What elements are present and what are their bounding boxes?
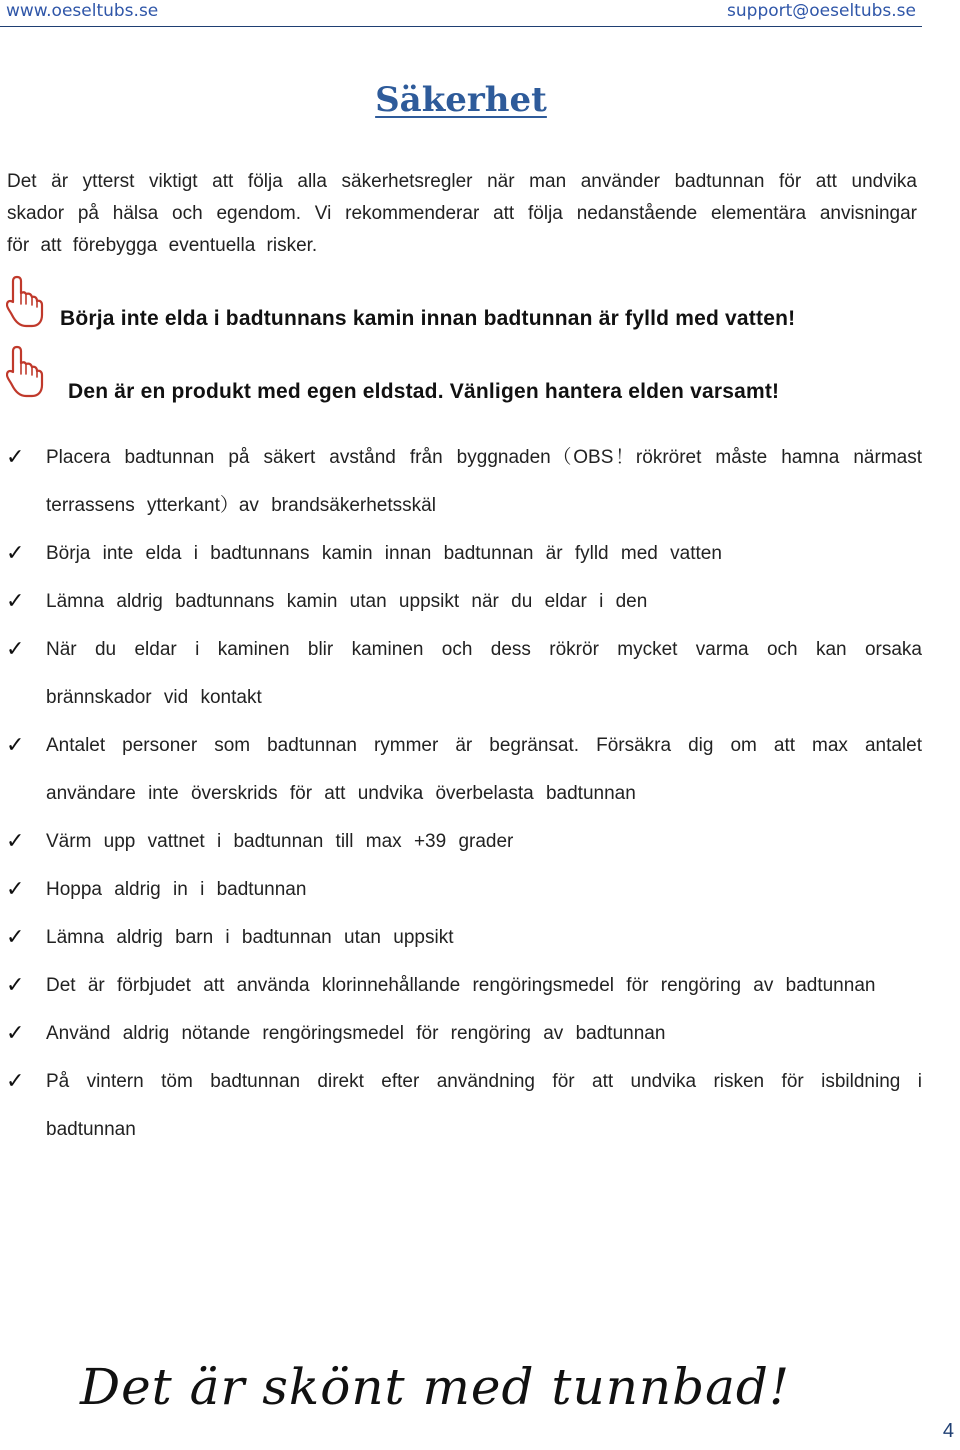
page-header xyxy=(0,0,922,27)
checkmark-icon: ✓ xyxy=(6,445,25,470)
intro-paragraph: Det är ytterst viktigt att följa alla säkerhetsregler när man använder badtunnan för att undvika skador på hälsa och egendom. Vi rekommenderar att följa nedanstående elementära anvisningar för att förebygga eventuella risker. xyxy=(7,171,917,256)
list-item xyxy=(0,914,922,962)
list-item xyxy=(0,434,922,530)
page-title xyxy=(0,80,922,120)
list-item-text: Börja inte elda i badtunnans kamin innan badtunnan är fylld med vatten xyxy=(46,543,722,564)
list-item xyxy=(0,626,922,722)
list-item-text: Antalet personer som badtunnan rymmer är begränsat. Försäkra dig om att max antalet användare inte överskrids för att undvika överbelasta badtunnan xyxy=(46,735,922,804)
list-item-text: När du eldar i kaminen blir kaminen och dess rökrör mycket varma och kan orsaka brännskador vid kontakt xyxy=(46,639,922,708)
list-item-text: På vintern töm badtunnan direkt efter användning för att undvika risken för isbildning i badtunnan xyxy=(46,1071,922,1140)
list-item-text: Lämna aldrig badtunnans kamin utan uppsikt när du eldar i den xyxy=(46,591,648,612)
warning-text: Börja inte elda i badtunnans kamin innan badtunnan är fylld med vatten! xyxy=(60,307,796,330)
list-item xyxy=(0,530,922,578)
list-item-text: Använd aldrig nötande rengöringsmedel för rengöring av badtunnan xyxy=(46,1023,666,1044)
list-item-text: Det är förbjudet att använda klorinnehållande rengöringsmedel för rengöring av badtunnan xyxy=(46,975,876,996)
checkmark-icon: ✓ xyxy=(6,541,25,566)
website-link[interactable]: www.oeseltubs.se xyxy=(6,1,159,21)
page-number: 4 xyxy=(942,1420,954,1442)
checkmark-icon: ✓ xyxy=(6,1069,25,1094)
list-item xyxy=(0,1058,922,1154)
warning-text: Den är en produkt med egen eldstad. Vänligen hantera elden varsamt! xyxy=(68,380,780,403)
checkmark-icon: ✓ xyxy=(6,877,25,902)
checkmark-icon: ✓ xyxy=(6,589,25,614)
checkmark-icon: ✓ xyxy=(6,637,25,662)
slogan: Det är skönt med tunnbad! xyxy=(80,1358,791,1416)
list-item-text: Hoppa aldrig in i badtunnan xyxy=(46,879,307,900)
list-item xyxy=(0,578,922,626)
list-item-text: Placera badtunnan på säkert avstånd från byggnaden（OBS！rökröret måste hamna närmast terrassens ytterkant）av brandsäkerhetsskäl xyxy=(46,447,922,516)
list-item xyxy=(0,722,922,818)
warning-2 xyxy=(6,345,779,404)
list-item xyxy=(0,866,922,914)
page-title-text: Säkerhet xyxy=(375,80,547,120)
list-item xyxy=(0,962,922,1010)
pointing-hand-icon xyxy=(6,345,44,399)
safety-checklist xyxy=(0,434,922,1154)
checkmark-icon: ✓ xyxy=(6,925,25,950)
list-item xyxy=(0,818,922,866)
checkmark-icon: ✓ xyxy=(6,1021,25,1046)
list-item xyxy=(0,1010,922,1058)
checkmark-icon: ✓ xyxy=(6,733,25,758)
pointing-hand-icon xyxy=(6,275,44,329)
checkmark-icon: ✓ xyxy=(6,973,25,998)
list-item-text: Värm upp vattnet i badtunnan till max +39 grader xyxy=(46,831,514,852)
list-item-text: Lämna aldrig barn i badtunnan utan uppsikt xyxy=(46,927,454,948)
warning-1 xyxy=(6,275,795,331)
support-email-link[interactable]: support@oeseltubs.se xyxy=(727,1,916,21)
checkmark-icon: ✓ xyxy=(6,829,25,854)
